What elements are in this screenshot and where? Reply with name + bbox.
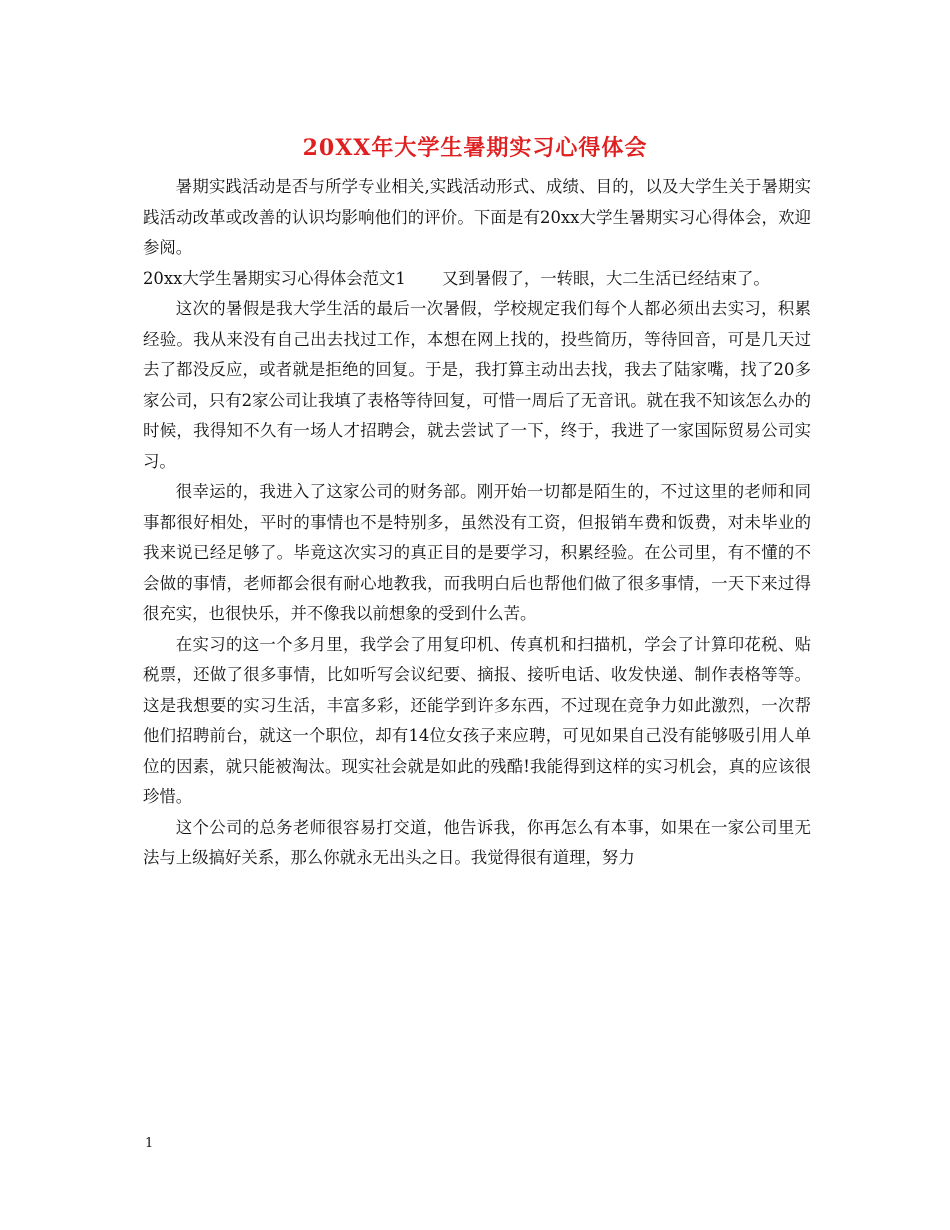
document-body [143, 172, 811, 874]
sample-heading: 20xx大学生暑期实习心得体会范文1 [143, 268, 406, 288]
page-number: 1 [145, 1136, 154, 1151]
paragraph-5: 这个公司的总务老师很容易打交道，他告诉我，你再怎么有本事，如果在一家公司里无法与上级搞好关系，那么你就永无出头之日。我觉得很有道理，努力 [143, 817, 811, 867]
paragraph-intro: 暑期实践活动是否与所学专业相关,实践活动形式、成绩、目的，以及大学生关于暑期实践活动改革或改善的认识均影响他们的评价。下面是有20xx大学生暑期实习心得体会，欢迎参阅。 [143, 177, 811, 257]
paragraph-sample-start [143, 264, 811, 295]
paragraph-3: 很幸运的，我进入了这家公司的财务部。刚开始一切都是陌生的，不过这里的老师和同事都很好相处，平时的事情也不是特别多，虽然没有工资，但报销车费和饭费，对未毕业的我来说已经足够了。毕竟这次实习的真正目的是要学习，积累经验。在公司里，有不懂的不会做的事情，老师都会很有耐心地教我，而我明白后也帮他们做了很多事情，一天下来过得很充实，也很快乐，并不像我以前想象的受到什么苦。 [143, 482, 811, 623]
page-title: 20XX年大学生暑期实习心得体会 [302, 135, 648, 161]
sample-opening: 又到暑假了，一转眼，大二生活已经结束了。 [441, 268, 770, 288]
paragraph-4: 在实习的这一个多月里，我学会了用复印机、传真机和扫描机，学会了计算印花税、贴税票，还做了很多事情，比如听写会议纪要、摘报、接听电话、收发快递、制作表格等等。这是我想要的实习生活，丰富多彩，还能学到许多东西，不过现在竞争力如此激烈，一次帮他们招聘前台，就这一个职位，却有14位女孩子来应聘，可见如果自己没有能够吸引用人单位的因素，就只能被淘汰。现实社会就是如此的残酷!我能得到这样的实习机会，真的应该很珍惜。 [143, 634, 811, 806]
paragraph-2: 这次的暑假是我大学生活的最后一次暑假，学校规定我们每个人都必须出去实习，积累经验。我从来没有自己出去找过工作，本想在网上找的，投些简历，等待回音，可是几天过去了都没反应，或者就是拒绝的回复。于是，我打算主动出去找，我去了陆家嘴，找了20多家公司，只有2家公司让我填了表格等待回复，可惜一周后了无音讯。就在我不知该怎么办的时候，我得知不久有一场人才招聘会，就去尝试了一下，终于，我进了一家国际贸易公司实习。 [143, 299, 811, 471]
